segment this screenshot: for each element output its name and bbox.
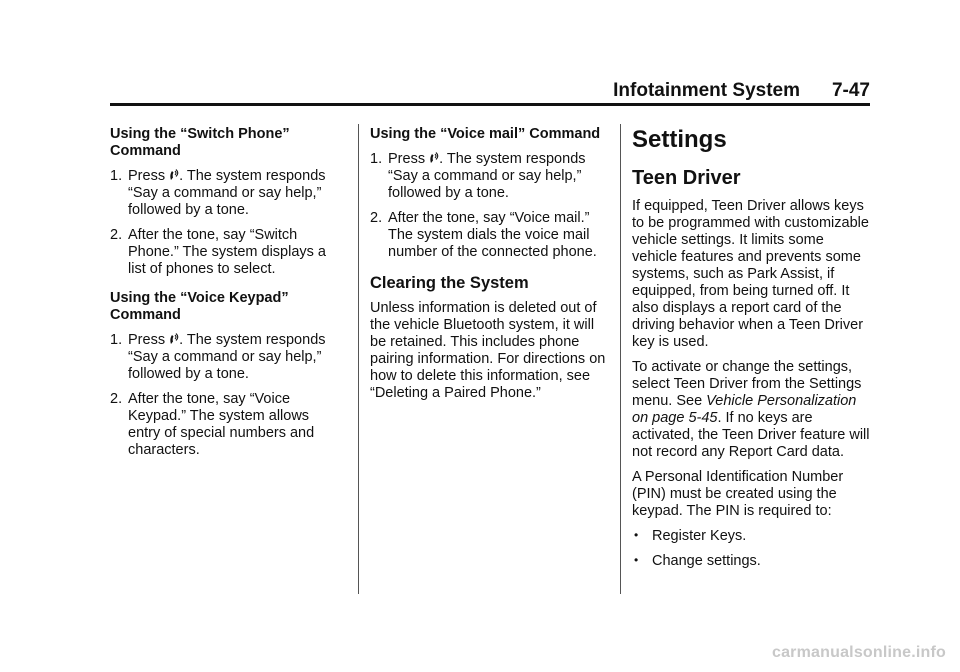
cross-reference-link[interactable]: Vehicle Personalization on page 5-45 xyxy=(632,393,857,426)
step-number: 1. xyxy=(370,151,383,167)
teen-driver-heading: Teen Driver xyxy=(632,167,741,189)
clearing-system-text: Unless information is deleted out of the vehicle Bluetooth system, it will be retained. This includes phone pairing information. For directions on how to delete this information, see “Deleting a Paired Phone.” xyxy=(370,300,606,401)
clearing-system-heading: Clearing the System xyxy=(370,274,529,292)
voice-mail-heading: Using the “Voice mail” Command xyxy=(370,126,601,142)
column-divider-2 xyxy=(620,124,621,594)
watermark: carmanualsonline.info xyxy=(771,644,946,661)
step-number: 2. xyxy=(110,227,123,243)
column-1 xyxy=(110,126,345,467)
step-number: 1. xyxy=(110,168,123,184)
step-text-rest: . The system responds “Say a command or say help,” followed by a tone. xyxy=(128,332,326,382)
voice-keypad-heading: Using the “Voice Keypad” Command xyxy=(110,290,289,323)
step-text-rest: . The system responds “Say a command or say help,” followed by a tone. xyxy=(128,168,326,218)
step-number: 1. xyxy=(110,332,123,348)
teen-driver-paragraph-2 xyxy=(632,359,872,461)
step-text-rest: . The system responds “Say a command or say help,” followed by a tone. xyxy=(388,151,586,201)
column-2 xyxy=(370,126,610,410)
step-text: Press xyxy=(388,151,430,167)
teen-driver-paragraph-3: A Personal Identification Number (PIN) must be created using the keypad. The PIN is required to: xyxy=(632,469,844,519)
teen-driver-paragraph-1: If equipped, Teen Driver allows keys to be programmed with customizable vehicle settings. It limits some vehicle features and prevents some systems, such as Park Assist, if equipped, from being turned off. It also displays a report card of the driving behavior when a Teen Driver key is used. xyxy=(632,198,869,350)
bullet-item-change-settings xyxy=(632,553,872,570)
section-title: Infotainment System xyxy=(613,80,800,101)
step-text: After the tone, say “Switch Phone.” The system displays a list of phones to select. xyxy=(128,227,326,277)
paragraph-text: To activate or change the settings, select Teen Driver from the Settings menu. See xyxy=(632,359,862,409)
bullet-dot-icon: • xyxy=(634,553,639,567)
keypad-step-2 xyxy=(110,391,345,459)
bullet-text: Register Keys. xyxy=(652,528,747,544)
switch-step-2 xyxy=(110,227,345,278)
settings-heading: Settings xyxy=(632,126,727,153)
phone-voice-icon xyxy=(429,152,439,164)
column-3 xyxy=(632,126,872,578)
switch-step-1 xyxy=(110,168,345,219)
step-number: 2. xyxy=(110,391,123,407)
step-text: Press xyxy=(128,332,170,348)
page-number: 7-47 xyxy=(831,80,870,101)
bullet-dot-icon: • xyxy=(634,528,639,542)
voicemail-step-2 xyxy=(370,210,610,261)
phone-voice-icon xyxy=(169,333,179,345)
header-rule xyxy=(110,103,870,106)
phone-voice-icon xyxy=(169,169,179,181)
voicemail-step-1 xyxy=(370,151,610,202)
step-text: After the tone, say “Voice Keypad.” The system allows entry of special numbers and characters. xyxy=(128,391,315,458)
paragraph-text-rest: . If no keys are activated, the Teen Driver feature will not record any Report Card data. xyxy=(632,410,870,460)
step-text: After the tone, say “Voice mail.” The system dials the voice mail number of the connected phone. xyxy=(388,210,597,260)
step-number: 2. xyxy=(370,210,383,226)
step-text: Press xyxy=(128,168,170,184)
column-divider-1 xyxy=(358,124,359,594)
bullet-text: Change settings. xyxy=(652,553,761,569)
keypad-step-1 xyxy=(110,332,345,383)
bullet-item-register-keys xyxy=(632,528,872,545)
switch-phone-heading: Using the “Switch Phone” Command xyxy=(110,126,290,159)
